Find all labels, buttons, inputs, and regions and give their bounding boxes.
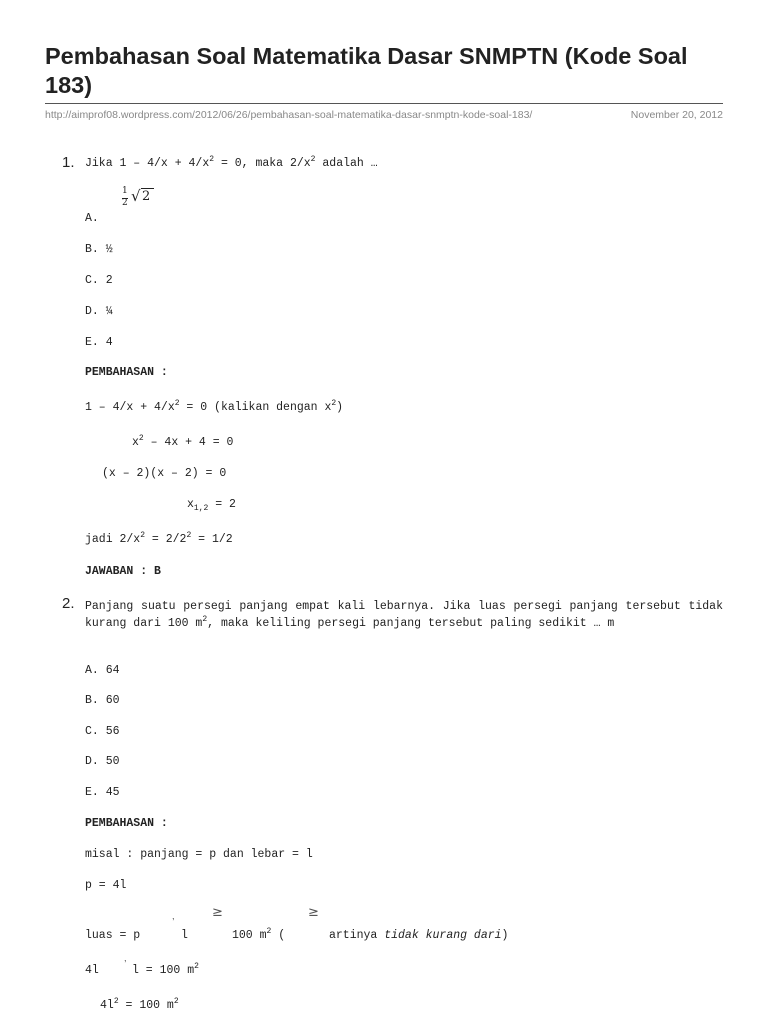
q1-step-5: jadi $2/x^2 = 2/2^2 = 1/2$ [85,531,233,546]
q2-option-d: D. 50 [85,755,120,768]
q1-step-3: (x – 2)(x – 2) = 0 [102,467,227,480]
geq-symbol: ≥ [212,905,223,920]
source-url[interactable]: http://aimprof08.wordpress.com/2012/06/26/pembahasan-soal-matematika-dasar-snmptn-kode-soal-183/ [45,109,533,121]
q1-answer: JAWABAN : B [85,565,161,578]
question-2-number: 2. [62,595,75,612]
q2-step-2: p = 4l [85,879,127,892]
comma-mark: , [172,911,175,921]
q2-step-3-note: artinya tidak kurang dari) [329,929,509,942]
question-1-number: 1. [62,154,75,171]
question-2-text: Panjang suatu persegi panjang empat kali lebarnya. Jika luas persegi panjang tersebut tidak kurang dari 100 $m^2$, maka keliling persegi panjang tersebut paling sedikit … m [85,600,723,630]
q2-step-4-b: l = 100 $m^2$ [132,962,199,977]
q2-option-a: A. 64 [85,664,120,677]
q2-step-3-l: l [181,929,188,942]
q1-step-1: $1 - 4/x + 4/x^2 = 0$ (kalikan dengan $x^2$) [85,399,344,414]
q1-step-2: $x^2 - 4x + 4 = 0$ [132,434,234,449]
q1-option-a: A. [85,212,99,225]
q1-option-b: B. ½ [85,243,113,256]
q2-step-3: luas = p [85,929,141,942]
geq-symbol: ≥ [308,905,319,920]
q1-option-e: E. 4 [85,336,113,349]
question-1-text: Jika $1 - 4/x + 4/x^2 = 0$, maka $2/x^2$ adalah … [85,155,378,170]
q2-option-b: B. 60 [85,694,120,707]
q2-step-4: 4l [85,964,99,977]
q1-step-4: $x_{1,2} = 2$ [187,498,236,513]
q2-step-5: $4l^2 = 100$ $m^2$ [100,997,179,1012]
q2-option-e: E. 45 [85,786,120,799]
publish-date: November 20, 2012 [630,109,723,121]
q2-step-3-area: 100 $m^2$ ( [232,927,286,942]
q2-option-c: C. 56 [85,725,120,738]
q1-option-c: C. 2 [85,274,113,287]
q1-option-d: D. ¼ [85,305,113,318]
half-root-two-formula: 1 2 √ 2 [122,186,158,212]
source-meta [45,103,723,121]
q2-solution-heading: PEMBAHASAN : [85,817,168,830]
page-title: Pembahasan Soal Matematika Dasar SNMPTN (Kode Soal 183) [45,43,688,98]
q1-solution-heading: PEMBAHASAN : [85,366,168,379]
comma-mark: , [124,953,127,963]
q2-step-1: misal : panjang = p dan lebar = l [85,848,313,861]
